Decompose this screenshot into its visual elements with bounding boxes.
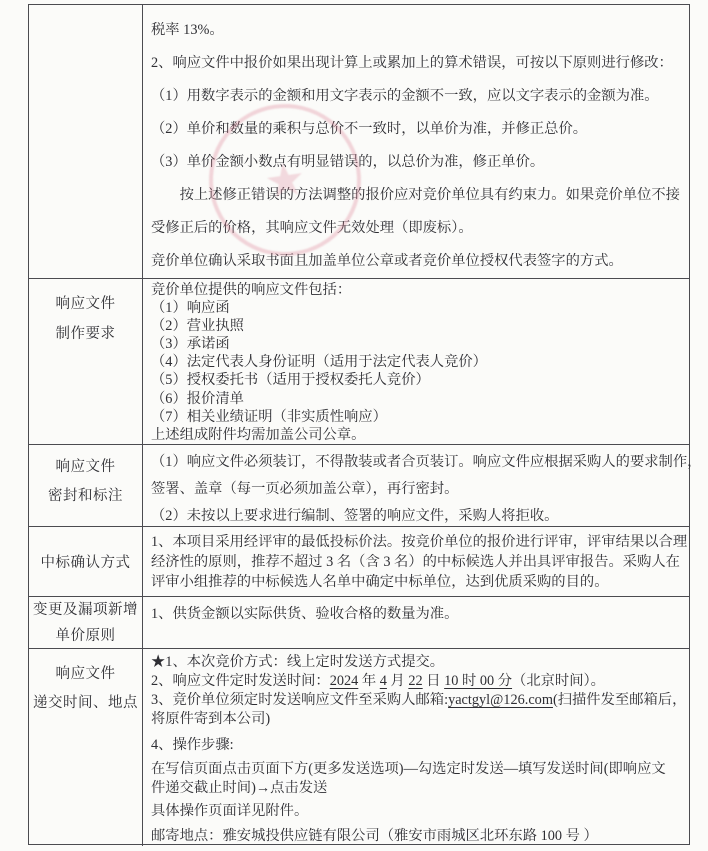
send-time-clock: 10 时 00 分: [444, 673, 513, 689]
row-label-cell: [29, 527, 143, 596]
text-line-email: [151, 691, 687, 710]
row-label-line: 制作要求: [55, 326, 116, 342]
text-line-steps-2: 件递交截止时间)→点击发送: [151, 780, 328, 796]
row-label-cell-empty: [29, 5, 143, 278]
procurement-terms-table: [28, 4, 702, 845]
text-line: 评审小组推荐的中标候选人名单中确定中标单位，达到优质采购的目的。: [151, 574, 609, 590]
row-content-cell: [143, 597, 689, 648]
row-label-line: 响应文件: [55, 459, 116, 475]
text-line: （2）营业执照: [151, 318, 244, 335]
send-time-suffix: （北京时间）。: [512, 673, 605, 689]
text-line: 经济性的原则，推荐不超过 3 名（含 3 名）的中标候选人并出具评审报告。采购人在: [151, 554, 680, 570]
text-line: （1）响应函: [151, 300, 230, 317]
text-line-attachment-note: 具体操作页面详见附件。: [151, 803, 309, 819]
row-label-cell: [29, 445, 143, 526]
table-row-submission-time-place: [29, 648, 689, 846]
text-line: 竞价单位确认采取书面且加盖单位公章或者竞价单位授权代表签字的方式。: [151, 253, 623, 269]
text-line: 1、本项目采用经评审的最低投标价法。按竞价单位的报价进行评审，评审结果以合理: [151, 534, 688, 550]
row-label-cell: [29, 649, 143, 846]
table-row-unit-price-principle: [29, 596, 689, 648]
row-content-cell: [143, 279, 689, 444]
text-line: （2）未按以上要求进行编制、签署的响应文件，采购人将拒收。: [151, 508, 559, 524]
text-line: 2、响应文件中报价如果出现计算上或累加上的算术错误，可按以下原则进行修改：: [151, 55, 673, 71]
text-line: 将原件寄到本公司): [151, 711, 271, 727]
text-line: （2）单价和数量的乘积与总价不一致时，以单价为准，并修正总价。: [151, 121, 588, 137]
row-label-cell: [29, 597, 143, 648]
send-time-day: 22: [408, 673, 423, 689]
text-line: 签署、盖章（每一页必须加盖公章），再行密封。: [151, 481, 459, 497]
table-row-award-confirmation: [29, 526, 689, 596]
row-label-cell: [29, 279, 143, 444]
text-line: （3）单价金额小数点有明显错误的，以总价为准，修正单价。: [151, 154, 545, 170]
row-label-line: 中标确认方式: [40, 555, 131, 571]
buyer-email-address: yactgyl@126.com: [448, 692, 553, 708]
text-line-steps-title: 4、操作步骤:: [151, 737, 234, 753]
text-line-steps-1: 在写信页面点击页面下方(更多发送选项)—勾选定时发送—填写发送时间(即响应文: [151, 761, 666, 777]
row-label-line: 响应文件: [55, 296, 116, 312]
text-line: （7）相关业绩证明（非实质性响应）: [151, 408, 387, 425]
row-label-line: 密封和标注: [48, 488, 123, 504]
text-line: 1、供货金额以实际供货、验收合格的数量为准。: [151, 606, 459, 622]
send-time-month: 4: [379, 673, 387, 689]
text-line: 税率 13%。: [151, 22, 224, 38]
text-line: （1）响应文件必须装订，不得散装或者合页装订。响应文件应根据采购人的要求制作，: [151, 454, 702, 470]
text-line: 上述组成附件均需加盖公司公章。: [151, 426, 366, 443]
text-line-send-time: [151, 672, 687, 691]
seal-star-icon: ★: [260, 150, 310, 210]
table-row-document-requirements: [29, 278, 689, 444]
send-time-sep: 年: [358, 673, 380, 689]
row-label-line: 递交时间、地点: [33, 695, 138, 711]
table-row-sealing-marking: [29, 444, 702, 526]
row-content-cell: [143, 445, 703, 526]
text-line-mailing-address: 邮寄地点：雅安城投供应链有限公司（雅安市雨城区北环东路 100 号 ）: [151, 828, 598, 844]
email-prefix: 3、竞价单位须定时发送响应文件至采购人邮箱:: [151, 692, 449, 708]
send-time-year: 2024: [329, 673, 359, 689]
text-line: （5）授权委托书（适用于授权委托人竞价）: [151, 372, 430, 389]
email-suffix: (扫描件发至邮箱后，: [552, 692, 687, 708]
row-content-cell: [143, 527, 689, 596]
text-line: （3）承诺函: [151, 336, 230, 353]
text-line: （6）报价清单: [151, 390, 244, 407]
text-line-bid-method: ★1、本次竞价方式：线上定时发送方式提交。: [151, 654, 445, 670]
text-line: 按上述修正错误的方法调整的报价应对竞价单位具有约束力。如果竞价单位不接: [179, 187, 680, 203]
send-time-sep: 月: [386, 673, 409, 689]
text-line: （4）法定代表人身份证明（适用于法定代表人竞价）: [151, 354, 487, 371]
row-content-cell: [143, 5, 689, 278]
text-line: （1）用数字表示的金额和用文字表示的金额不一致，应以文字表示的金额为准。: [151, 88, 659, 104]
send-time-sep: 日: [422, 673, 445, 689]
row-content-cell: [143, 649, 689, 846]
text-line: 受修正后的价格，其响应文件无效处理（即废标）。: [151, 220, 473, 236]
text-line: 竞价单位提供的响应文件包括：: [151, 282, 352, 298]
row-label-line: 变更及漏项新增: [33, 601, 138, 618]
send-time-prefix: 2、响应文件定时发送时间：: [151, 673, 330, 689]
table-row-price-correction: [29, 5, 689, 278]
row-label-line: 响应文件: [55, 666, 116, 682]
row-label-line: 单价原则: [55, 627, 116, 644]
